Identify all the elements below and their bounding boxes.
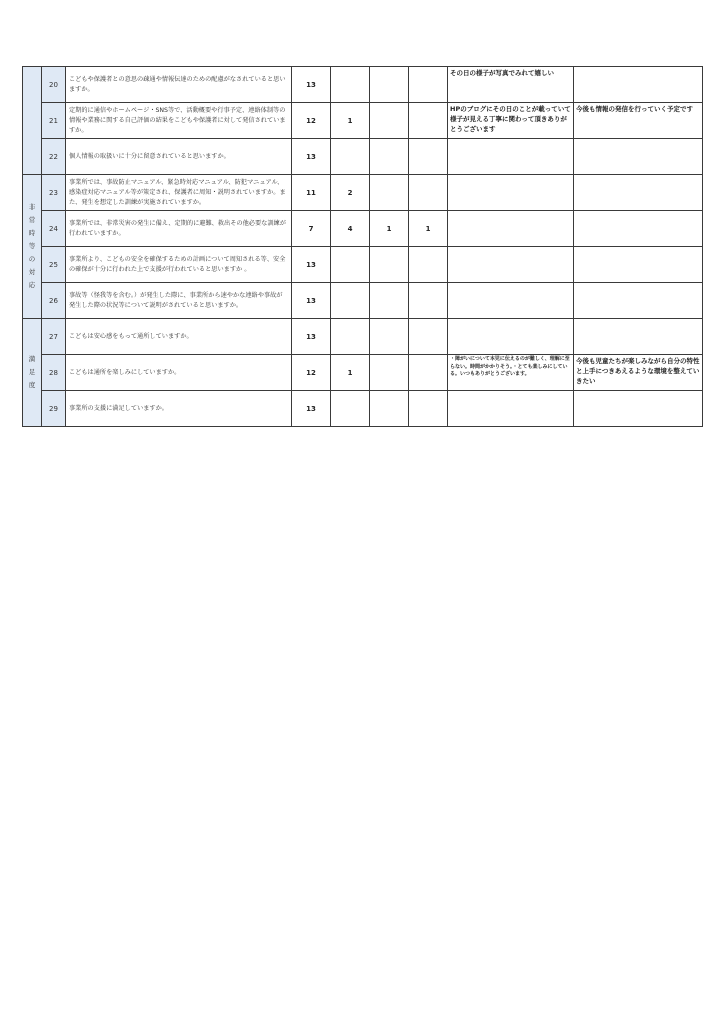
count-col4 — [409, 139, 448, 175]
count-col4 — [409, 283, 448, 319]
question-text: 個人情報の取扱いに十分に留意されていると思いますか。 — [66, 139, 292, 175]
count-col3: 1 — [370, 211, 409, 247]
facility-reply: 今後も児童たちが楽しみながら自分の特性と上手につきあえるような環境を整えていきたい — [574, 355, 703, 391]
count-col4 — [409, 319, 448, 355]
parent-opinion: その日の様子が写真でみれて嬉しい — [448, 67, 574, 103]
question-text: 事故等（怪我等を含む。）が発生した際に、事業所から速やかな連絡や事故が発生した際の状況等について説明がされていると思いますか。 — [66, 283, 292, 319]
facility-reply — [574, 391, 703, 427]
table-row — [23, 67, 703, 103]
section-label-satisfaction: 満 足 度 — [23, 319, 42, 427]
count-yes: 12 — [292, 103, 331, 139]
item-number: 22 — [42, 139, 66, 175]
count-col4 — [409, 391, 448, 427]
question-text: 事業所では、非常災害の発生に備え、定期的に避難、救出その他必要な訓練が行われていますか。 — [66, 211, 292, 247]
count-col3 — [370, 283, 409, 319]
item-number: 24 — [42, 211, 66, 247]
count-col3 — [370, 103, 409, 139]
count-col2 — [331, 283, 370, 319]
facility-reply — [574, 283, 703, 319]
table-row — [23, 283, 703, 319]
count-col4 — [409, 103, 448, 139]
table-row — [23, 391, 703, 427]
table-row — [23, 211, 703, 247]
count-yes: 13 — [292, 391, 331, 427]
count-col2: 1 — [331, 103, 370, 139]
table-row — [23, 175, 703, 211]
question-text: 事業所より、こどもの安全を確保するための計画について周知される等、安全の確保が十分に行われた上で支援が行われていると思いますか 。 — [66, 247, 292, 283]
item-number: 21 — [42, 103, 66, 139]
facility-reply — [574, 319, 703, 355]
count-col3 — [370, 391, 409, 427]
section-label-emergency: 非 常 時 等 の 対 応 — [23, 175, 42, 319]
question-text: こどもは通所を楽しみにしていますか。 — [66, 355, 292, 391]
count-col3 — [370, 319, 409, 355]
count-yes: 13 — [292, 67, 331, 103]
count-col2 — [331, 391, 370, 427]
count-col2: 2 — [331, 175, 370, 211]
count-col4 — [409, 175, 448, 211]
count-col2 — [331, 139, 370, 175]
count-col2 — [331, 67, 370, 103]
count-col2 — [331, 247, 370, 283]
count-col4: 1 — [409, 211, 448, 247]
section-cell — [23, 67, 42, 175]
facility-reply — [574, 67, 703, 103]
count-yes: 12 — [292, 355, 331, 391]
count-col3 — [370, 67, 409, 103]
facility-reply — [574, 139, 703, 175]
table-row — [23, 319, 703, 355]
parent-opinion — [448, 391, 574, 427]
table-row — [23, 103, 703, 139]
item-number: 23 — [42, 175, 66, 211]
question-text: 事業所では、事故防止マニュアル、緊急時対応マニュアル、防犯マニュアル、感染症対応マニュアル等が策定され、保護者に周知・説明されていますか。また、発生を想定した訓練が実施されていますか。 — [66, 175, 292, 211]
parent-opinion: HPのブログにその日のことが載っていて様子が見える丁寧に関わって頂きありがとうございます — [448, 103, 574, 139]
count-col2 — [331, 319, 370, 355]
count-yes: 7 — [292, 211, 331, 247]
question-text: こどもは安心感をもって通所していますか。 — [66, 319, 292, 355]
question-text: 定期的に通信やホームページ・SNS等で、活動概要や行事予定、連絡体制等の情報や業務に関する自己評価の結果をこどもや保護者に対して発信されていますか。 — [66, 103, 292, 139]
table-row — [23, 355, 703, 391]
facility-reply — [574, 247, 703, 283]
parent-opinion: ・障がいについて本児に伝えるのが難しく、理解に至らない。時間がかかりそう。・とても楽しみにしている。いつもありがとうございます。 — [448, 355, 574, 391]
count-yes: 11 — [292, 175, 331, 211]
count-col4 — [409, 67, 448, 103]
count-col2: 4 — [331, 211, 370, 247]
parent-opinion — [448, 283, 574, 319]
item-number: 28 — [42, 355, 66, 391]
count-col3 — [370, 247, 409, 283]
parent-opinion — [448, 319, 574, 355]
count-yes: 13 — [292, 319, 331, 355]
item-number: 25 — [42, 247, 66, 283]
count-col4 — [409, 247, 448, 283]
survey-table — [22, 66, 703, 427]
count-yes: 13 — [292, 139, 331, 175]
table-row — [23, 247, 703, 283]
parent-opinion — [448, 211, 574, 247]
count-col3 — [370, 175, 409, 211]
question-text: 事業所の支援に満足していますか。 — [66, 391, 292, 427]
count-col2: 1 — [331, 355, 370, 391]
item-number: 29 — [42, 391, 66, 427]
table-row — [23, 139, 703, 175]
parent-opinion — [448, 247, 574, 283]
item-number: 20 — [42, 67, 66, 103]
item-number: 27 — [42, 319, 66, 355]
count-col3 — [370, 139, 409, 175]
parent-opinion — [448, 175, 574, 211]
count-yes: 13 — [292, 283, 331, 319]
question-text: こどもや保護者との意思の疎通や情報伝達のための配慮がなされていると思いますか。 — [66, 67, 292, 103]
parent-opinion — [448, 139, 574, 175]
facility-reply — [574, 175, 703, 211]
facility-reply: 今後も情報の発信を行っていく予定です — [574, 103, 703, 139]
count-yes: 13 — [292, 247, 331, 283]
count-col3 — [370, 355, 409, 391]
facility-reply — [574, 211, 703, 247]
count-col4 — [409, 355, 448, 391]
item-number: 26 — [42, 283, 66, 319]
